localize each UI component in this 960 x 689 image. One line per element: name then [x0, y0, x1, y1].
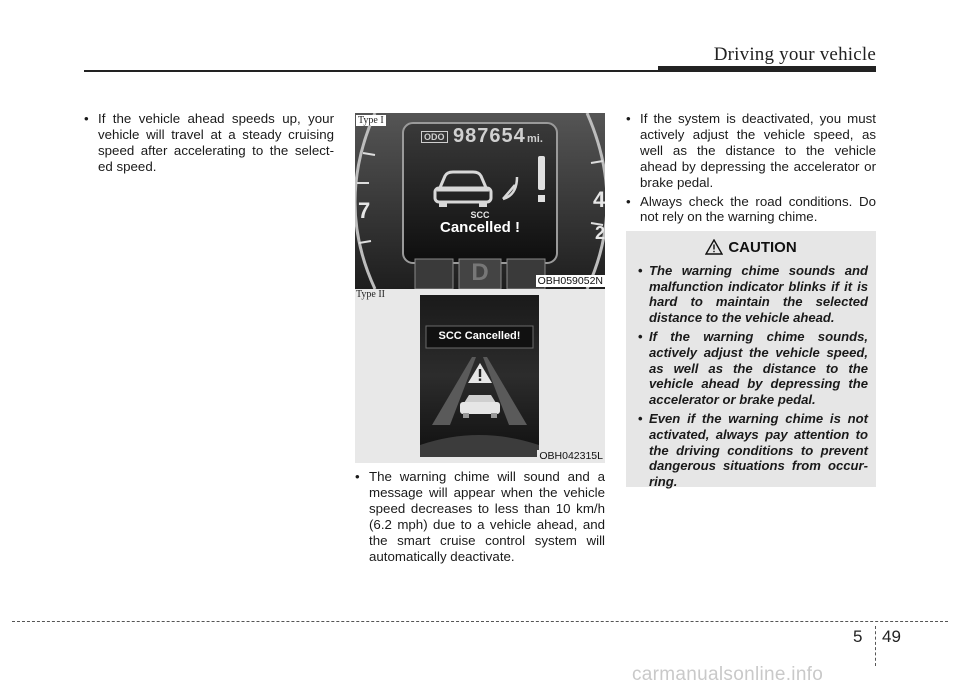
bullet-item: • If the vehicle ahead speeds up, your vehicle will travel at a steady cruising speed after accelerating to the select-ed speed. — [84, 111, 334, 175]
figure-type-1 — [355, 113, 605, 289]
footer-divider — [875, 626, 876, 666]
caution-heading — [626, 239, 876, 256]
figure-type-label: Type I — [358, 115, 384, 126]
scc-label: SCC — [470, 210, 490, 220]
caution-item: • The warning chime sounds and malfunction indicator blinks if it is hard to maintain the selected distance to the vehicle ahead. — [638, 263, 868, 325]
odometer-value: 987654 — [453, 125, 526, 147]
gear-indicator: D — [471, 259, 489, 286]
display-illustration — [420, 295, 539, 457]
bullet-item: • The warning chime will sound and a message will appear when the vehicle speed decreases to less than 10 km/h (6.2 mph) due to a vehicle ahead, and the smart cruise control system will automatically deactivate. — [355, 469, 605, 564]
section-number: 5 — [853, 627, 863, 646]
warning-exclamation-icon — [538, 156, 545, 202]
scc-cancelled-message: SCC Cancelled! — [438, 330, 521, 342]
cancelled-message: Cancelled ! — [439, 219, 521, 236]
header-rule-accent — [658, 66, 876, 72]
right-column — [626, 111, 876, 228]
caution-list — [638, 263, 868, 493]
caution-title: CAUTION — [728, 239, 797, 256]
odometer-unit: mi. — [527, 133, 543, 145]
gauge-number: 7 — [358, 198, 371, 223]
figure-type-2 — [355, 289, 605, 463]
middle-column — [355, 469, 605, 567]
left-column — [84, 111, 334, 178]
caution-item: • Even if the warning chime is not activated, always pay attention to the driving conditions to prevent dangerous situations from occur-ring. — [638, 411, 868, 489]
bullet-item: • Always check the road conditions. Do not rely on the warning chime. — [626, 194, 876, 226]
watermark: carmanualsonline.info — [632, 664, 824, 685]
odo-label: ODO — [421, 131, 448, 143]
section-title: Driving your vehicle — [713, 44, 876, 65]
figure-code: OBH042315L — [539, 450, 603, 462]
caution-triangle-icon — [705, 239, 723, 255]
caution-box — [626, 231, 876, 487]
gauge-number: 2 — [595, 223, 605, 243]
figure-type-label: Type II — [356, 289, 386, 300]
gauge-number: 4 — [593, 187, 605, 212]
bullet-item: • If the system is deactivated, you must actively adjust the vehicle speed, as well as the distance to the vehicle ahead by depressing the accelerator or brake pedal. — [626, 111, 876, 191]
footer-rule — [12, 621, 948, 622]
page-number: 49 — [882, 627, 901, 646]
caution-item: • If the warning chime sounds, actively adjust the vehicle speed, as well as the distance to the vehicle ahead by depressing the accelerator or brake pedal. — [638, 329, 868, 407]
figure-code: OBH059052N — [537, 275, 603, 287]
